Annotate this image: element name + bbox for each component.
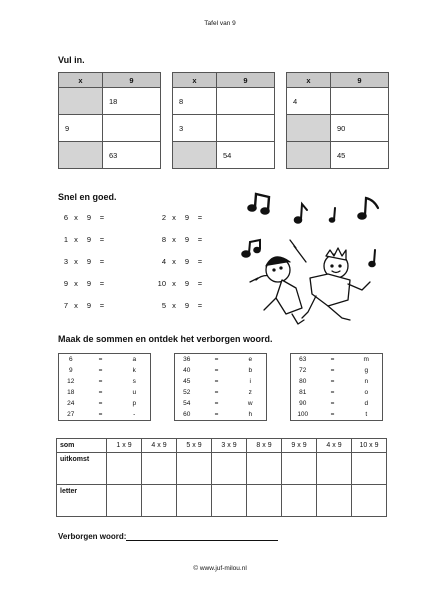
table-cell[interactable] [59, 88, 103, 115]
code-row: 36 = e [183, 356, 253, 363]
equation: 2 x 9 = [161, 213, 203, 222]
equation-column-right [154, 213, 208, 323]
answer-cell[interactable] [107, 485, 142, 517]
table-header-x: x [59, 73, 103, 88]
code-row: 9 = k [68, 367, 136, 374]
answer-cell[interactable] [352, 453, 387, 485]
table-cell[interactable] [173, 142, 217, 169]
equation: 5 x 9 = [161, 301, 203, 310]
equation: 8 x 9 = [161, 235, 203, 244]
code-row: 54 = w [183, 400, 253, 407]
answer-cell[interactable] [212, 453, 247, 485]
sum-cell: 9 x 9 [282, 439, 317, 453]
table-cell[interactable]: 54 [217, 142, 275, 169]
table-cell[interactable]: 45 [331, 142, 389, 169]
equation-column-left [56, 213, 110, 323]
code-row: 45 = i [183, 378, 251, 385]
table-cell[interactable]: 4 [287, 88, 331, 115]
sum-cell: 4 x 9 [142, 439, 177, 453]
sum-cell: 5 x 9 [177, 439, 212, 453]
table-cell[interactable]: 9 [59, 115, 103, 142]
code-row: 6 = a [68, 356, 137, 363]
equation: 1 x 9 = [63, 235, 105, 244]
answer-cell[interactable] [212, 485, 247, 517]
code-table-1 [58, 353, 151, 421]
fill-table-3 [286, 72, 389, 169]
table-cell[interactable] [59, 142, 103, 169]
answer-cell[interactable] [107, 453, 142, 485]
table-cell[interactable]: 90 [331, 115, 389, 142]
hidden-word-row [58, 531, 278, 541]
row-label: uitkomst [57, 453, 107, 485]
table-cell[interactable]: 8 [173, 88, 217, 115]
table-header-9: 9 [331, 73, 389, 88]
sum-cell: 1 x 9 [107, 439, 142, 453]
music-note-icon [295, 204, 308, 223]
answer-cell[interactable] [142, 485, 177, 517]
table-cell[interactable] [331, 88, 389, 115]
code-row: 100 = t [297, 411, 368, 418]
code-table-3 [290, 353, 383, 421]
table-header-x: x [287, 73, 331, 88]
fill-table-1 [58, 72, 161, 169]
answer-cell[interactable] [317, 485, 352, 517]
code-row: 60 = h [183, 411, 253, 418]
answer-row-som [57, 439, 387, 453]
code-row: 81 = o [299, 389, 369, 396]
answer-cell[interactable] [282, 485, 317, 517]
equation: 10 x 9 = [157, 279, 203, 288]
table-cell[interactable] [217, 88, 275, 115]
answer-cell[interactable] [177, 485, 212, 517]
code-row: 90 = d [299, 400, 369, 407]
footer-copyright: © www.juf-milou.nl [193, 565, 247, 572]
answer-row-letter [57, 485, 387, 517]
equation: 6 x 9 = [63, 213, 105, 222]
section-heading-fill-in: Vul in. [58, 55, 85, 65]
answer-cell[interactable] [352, 485, 387, 517]
table-header-x: x [173, 73, 217, 88]
fill-table-2 [172, 72, 275, 169]
answer-row-uitkomst [57, 453, 387, 485]
hidden-word-answer-line[interactable] [126, 531, 278, 541]
equation: 9 x 9 = [63, 279, 105, 288]
answer-cell[interactable] [282, 453, 317, 485]
equation: 3 x 9 = [63, 257, 105, 266]
table-cell[interactable]: 3 [173, 115, 217, 142]
music-note-icon [369, 250, 375, 267]
answer-cell[interactable] [177, 453, 212, 485]
section-heading-verborgen: Maak de sommen en ontdek het verborgen woord. [58, 334, 273, 344]
sum-cell: 8 x 9 [247, 439, 282, 453]
equation: 4 x 9 = [161, 257, 203, 266]
code-row: 18 = u [67, 389, 137, 396]
table-cell[interactable]: 63 [103, 142, 161, 169]
table-header-9: 9 [217, 73, 275, 88]
row-label: letter [57, 485, 107, 517]
row-label: som [57, 439, 107, 453]
answer-cell[interactable] [142, 453, 177, 485]
answer-table [56, 438, 387, 517]
equation: 7 x 9 = [63, 301, 105, 310]
code-row: 72 = g [299, 367, 369, 374]
music-note-icon [358, 198, 378, 219]
answer-cell[interactable] [247, 485, 282, 517]
code-row: 27 = - [67, 411, 136, 418]
table-cell[interactable] [287, 115, 331, 142]
table-header-9: 9 [103, 73, 161, 88]
table-cell[interactable]: 18 [103, 88, 161, 115]
sum-cell: 4 x 9 [317, 439, 352, 453]
table-cell[interactable] [287, 142, 331, 169]
code-row: 24 = p [67, 400, 137, 407]
music-note-icon [248, 194, 269, 214]
page-title: Tafel van 9 [204, 20, 236, 27]
sum-cell: 3 x 9 [212, 439, 247, 453]
answer-cell[interactable] [247, 453, 282, 485]
code-row: 52 = z [183, 389, 252, 396]
sum-cell: 10 x 9 [352, 439, 387, 453]
section-heading-snel: Snel en goed. [58, 192, 117, 202]
answer-cell[interactable] [317, 453, 352, 485]
table-cell[interactable] [217, 115, 275, 142]
hidden-word-label: Verborgen woord: [58, 532, 127, 541]
dancing-kids-illustration [232, 188, 392, 328]
code-row: 12 = s [67, 378, 136, 385]
table-cell[interactable] [103, 115, 161, 142]
code-row: 63 = m [299, 356, 369, 363]
music-note-icon [330, 208, 336, 222]
code-row: 80 = n [299, 378, 369, 385]
code-row: 40 = b [183, 367, 253, 374]
music-note-icon [242, 240, 260, 257]
code-table-2 [174, 353, 267, 421]
